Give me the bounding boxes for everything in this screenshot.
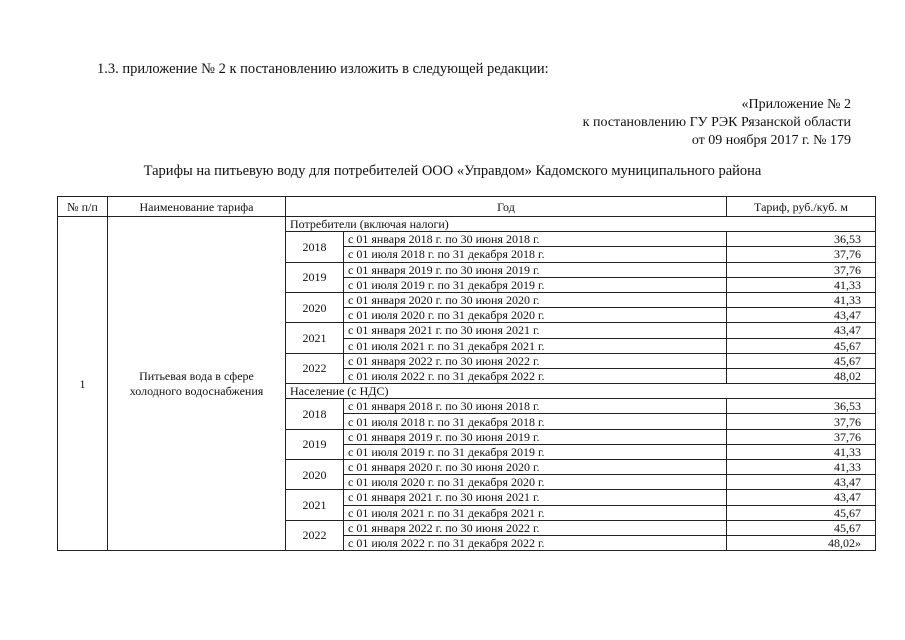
period-cell: с 01 января 2018 г. по 30 июня 2018 г. (344, 399, 727, 414)
tariff-value-cell: 45,67 (727, 505, 876, 520)
period-cell: с 01 июля 2022 г. по 31 декабря 2022 г. (344, 535, 727, 550)
appendix-line: к постановлению ГУ РЭК Рязанской области (582, 115, 851, 130)
period-cell: с 01 января 2018 г. по 30 июня 2018 г. (344, 232, 727, 247)
header-name: Наименование тарифа (108, 197, 286, 217)
tariff-value-cell: 43,47 (727, 308, 876, 323)
year-cell: 2020 (286, 292, 344, 322)
period-cell: с 01 января 2021 г. по 30 июня 2021 г. (344, 323, 727, 338)
year-cell: 2022 (286, 353, 344, 383)
period-cell: с 01 января 2020 г. по 30 июня 2020 г. (344, 460, 727, 475)
tariff-value-cell: 45,67 (727, 353, 876, 368)
period-cell: с 01 января 2019 г. по 30 июня 2019 г. (344, 262, 727, 277)
period-cell: с 01 июля 2022 г. по 31 декабря 2022 г. (344, 368, 727, 383)
period-cell: с 01 января 2019 г. по 30 июня 2019 г. (344, 429, 727, 444)
period-cell: с 01 января 2020 г. по 30 июня 2020 г. (344, 292, 727, 307)
tariff-value-cell: 37,76 (727, 429, 876, 444)
consumer-group-label: Население (с НДС) (286, 384, 876, 399)
year-cell: 2019 (286, 262, 344, 292)
year-cell: 2020 (286, 460, 344, 490)
year-cell: 2021 (286, 490, 344, 520)
period-cell: с 01 января 2022 г. по 30 июня 2022 г. (344, 353, 727, 368)
tariff-value-cell: 37,76 (727, 414, 876, 429)
period-cell: с 01 июля 2021 г. по 31 декабря 2021 г. (344, 338, 727, 353)
appendix-line: «Приложение № 2 (741, 97, 851, 112)
year-cell: 2019 (286, 429, 344, 459)
appendix-header (583, 96, 851, 150)
period-cell: с 01 января 2021 г. по 30 июня 2021 г. (344, 490, 727, 505)
tariff-value-cell: 36,53 (727, 399, 876, 414)
row-number: 1 (58, 217, 108, 551)
document-title: Тарифы на питьевую воду для потребителей ООО «Управдом» Кадомского муниципального района (143, 163, 762, 179)
tariff-value-cell: 41,33 (727, 444, 876, 459)
period-cell: с 01 июля 2020 г. по 31 декабря 2020 г. (344, 308, 727, 323)
period-cell: с 01 июля 2021 г. по 31 декабря 2021 г. (344, 505, 727, 520)
tariff-value-cell: 43,47 (727, 323, 876, 338)
appendix-line: от 09 ноября 2017 г. № 179 (691, 133, 851, 148)
tariff-name: Питьевая вода в сфере холодного водоснабжения (108, 217, 286, 551)
header-tariff: Тариф, руб./куб. м (727, 197, 876, 217)
period-cell: с 01 января 2022 г. по 30 июня 2022 г. (344, 520, 727, 535)
tariff-value-cell: 43,47 (727, 475, 876, 490)
tariff-value-cell: 48,02 (727, 368, 876, 383)
consumer-group-label: Потребители (включая налоги) (286, 217, 876, 232)
period-cell: с 01 июля 2019 г. по 31 декабря 2019 г. (344, 444, 727, 459)
year-cell: 2022 (286, 520, 344, 550)
year-cell: 2018 (286, 232, 344, 262)
period-cell: с 01 июля 2019 г. по 31 декабря 2019 г. (344, 277, 727, 292)
period-cell: с 01 июля 2020 г. по 31 декабря 2020 г. (344, 475, 727, 490)
tariff-value-cell: 37,76 (727, 262, 876, 277)
tariff-value-cell: 37,76 (727, 247, 876, 262)
table-row (58, 217, 876, 232)
tariff-value-cell: 48,02» (727, 535, 876, 550)
tariff-value-cell: 36,53 (727, 232, 876, 247)
period-cell: с 01 июля 2018 г. по 31 декабря 2018 г. (344, 414, 727, 429)
tariff-value-cell: 41,33 (727, 277, 876, 292)
table-body (58, 217, 876, 551)
table-header-row (58, 197, 876, 217)
intro-paragraph: 1.3. приложение № 2 к постановлению изложить в следующей редакции: (97, 61, 549, 77)
tariff-table (57, 196, 876, 551)
tariff-value-cell: 41,33 (727, 292, 876, 307)
tariff-value-cell: 41,33 (727, 460, 876, 475)
tariff-value-cell: 45,67 (727, 338, 876, 353)
period-cell: с 01 июля 2018 г. по 31 декабря 2018 г. (344, 247, 727, 262)
year-cell: 2018 (286, 399, 344, 429)
header-num: № п/п (58, 197, 108, 217)
year-cell: 2021 (286, 323, 344, 353)
tariff-value-cell: 43,47 (727, 490, 876, 505)
header-year: Год (286, 197, 727, 217)
tariff-value-cell: 45,67 (727, 520, 876, 535)
